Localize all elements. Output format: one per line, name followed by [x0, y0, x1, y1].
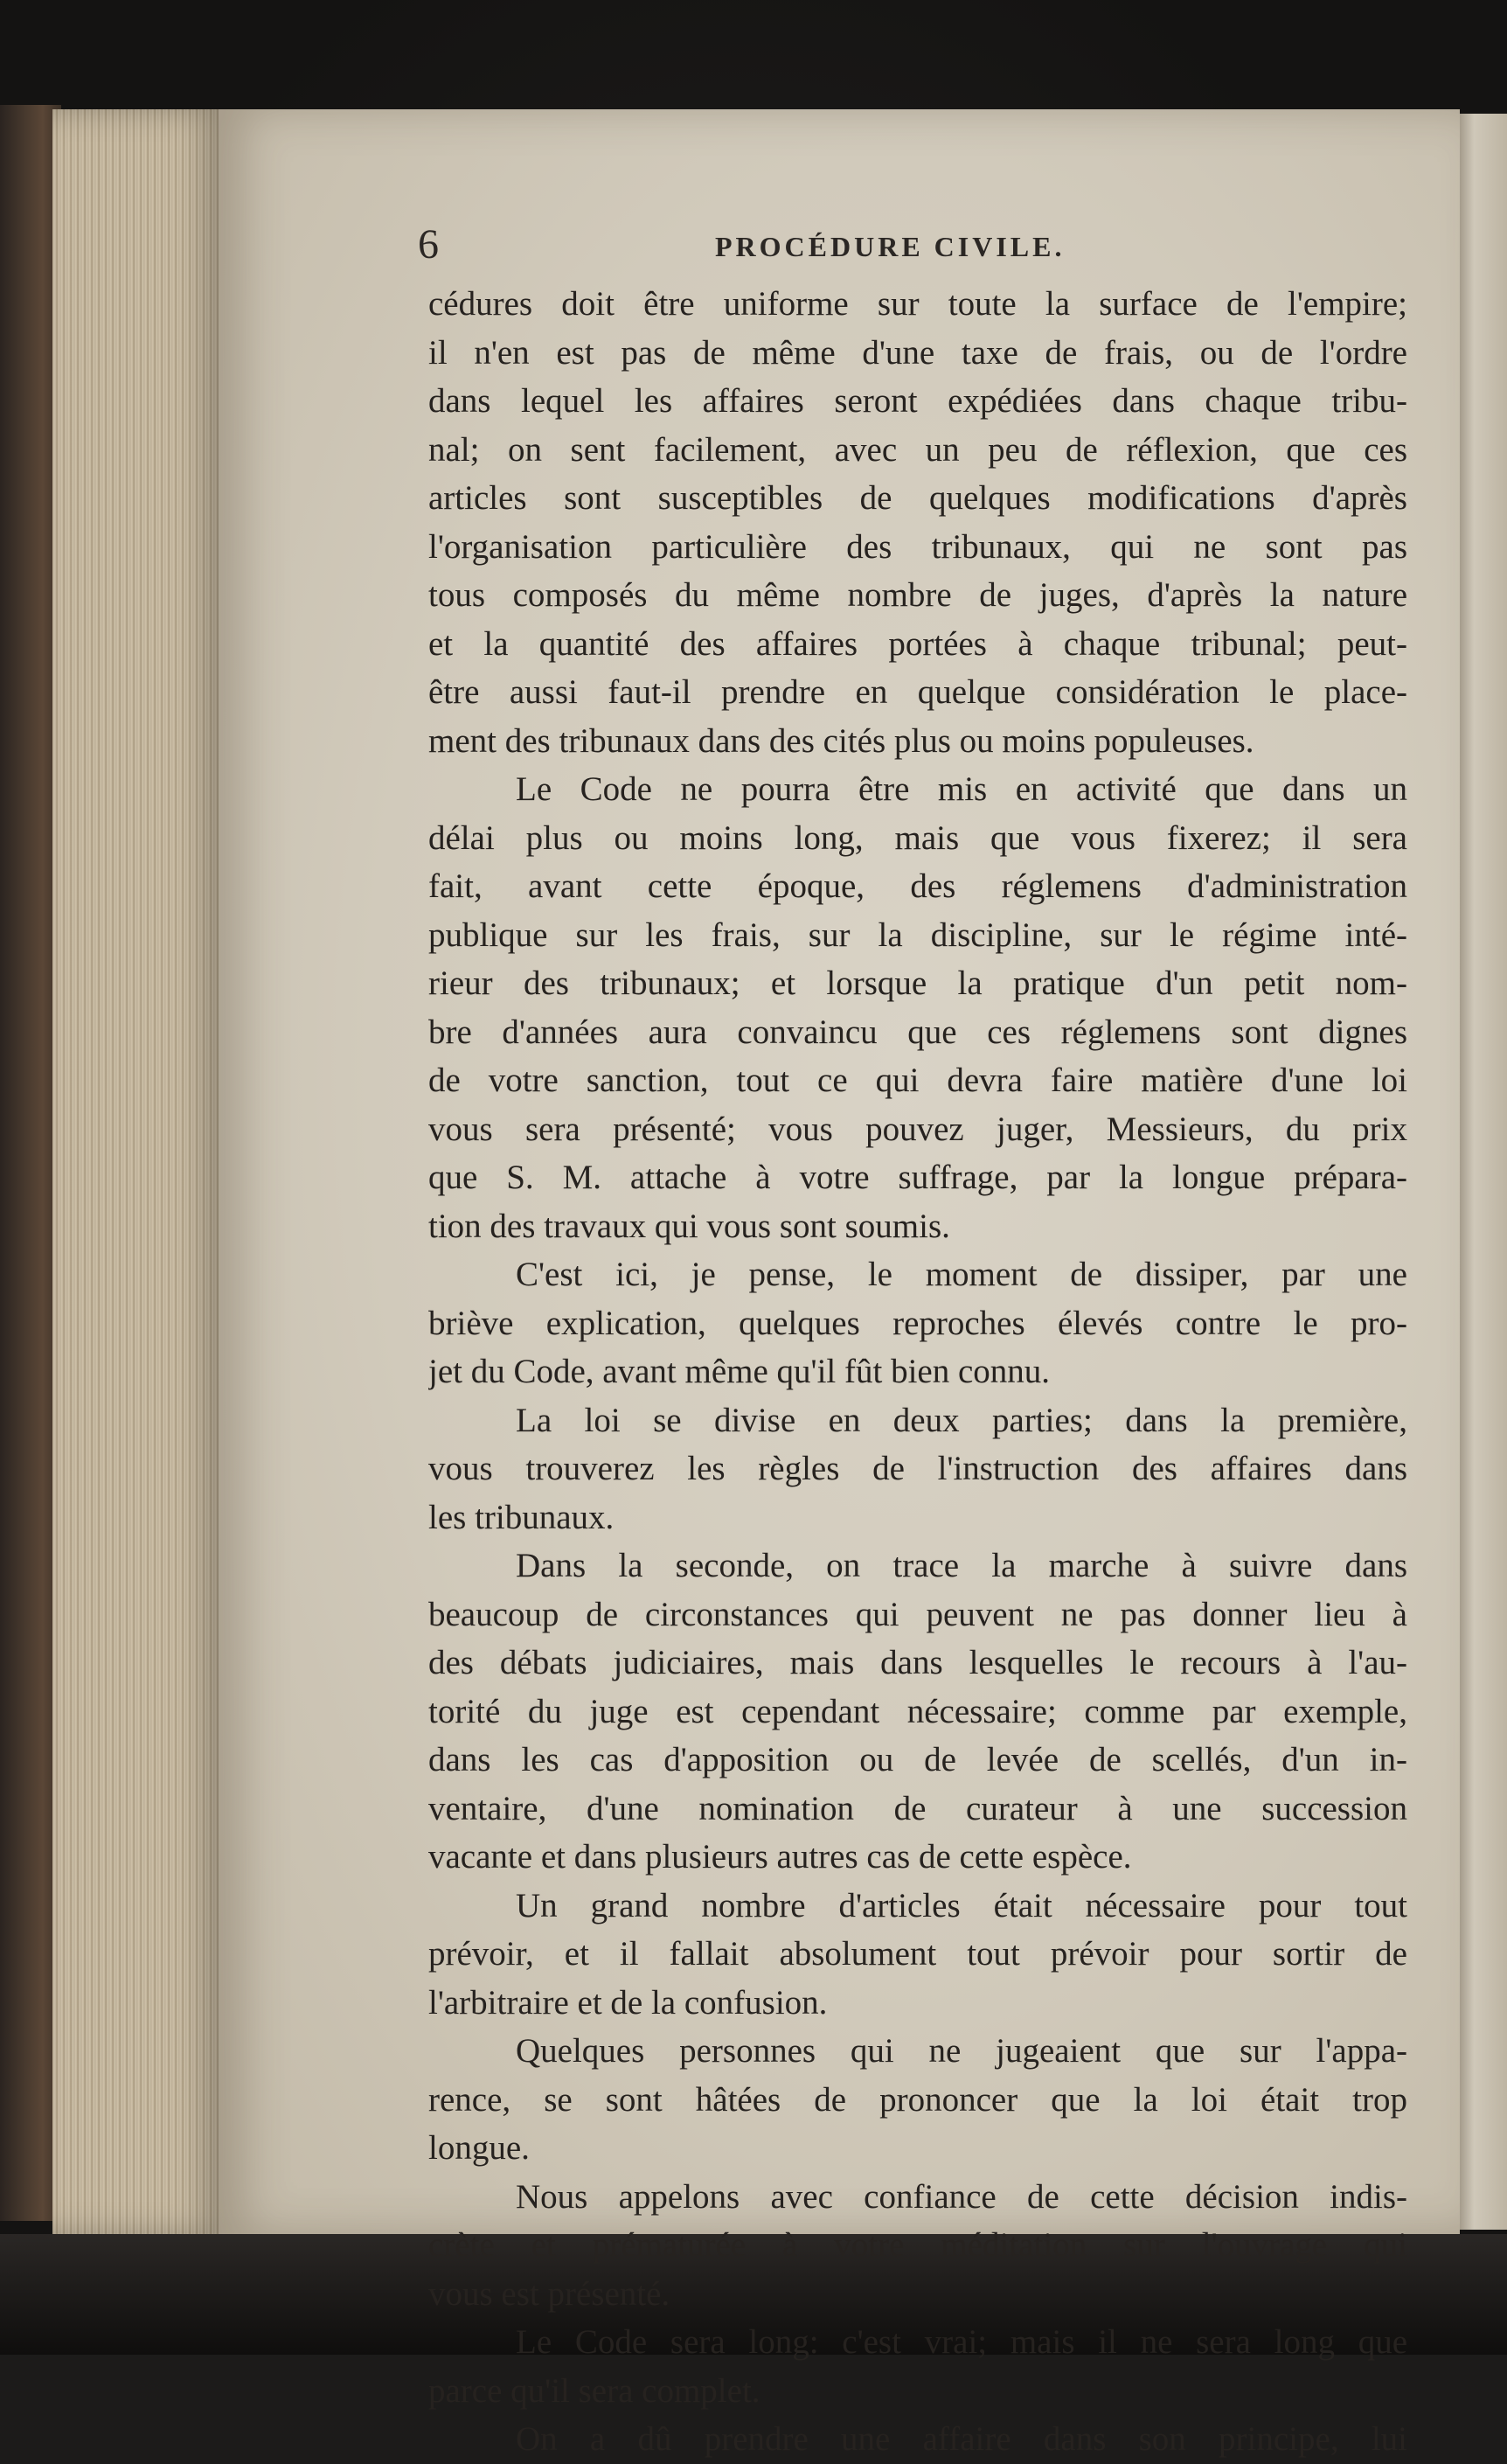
- text-line: dans lequel les affaires seront expédiées dans chaque tribu-: [428, 382, 1407, 420]
- text-line: Le Code sera long: c'est vrai; mais il ne sera long que: [516, 2323, 1407, 2361]
- text-line: C'est ici, je pense, le moment de dissiper, par une: [516, 1256, 1407, 1293]
- text-line: et la quantité des affaires portées à chaque tribunal; peut-: [428, 624, 1407, 663]
- text-line: longue.: [428, 2129, 530, 2167]
- text-line: ment des tribunaux dans des cités plus ou moins populeuses.: [428, 721, 1254, 760]
- text-line: tion des travaux qui vous sont soumis.: [428, 1207, 950, 1245]
- text-line: des débats judiciaires, mais dans lesquelles le recours à l'au-: [428, 1644, 1407, 1681]
- page-edges: [52, 109, 227, 2234]
- text-line: cédures doit être uniforme sur toute la surface de l'empire;: [428, 285, 1407, 323]
- running-head: PROCÉDURE CIVILE.: [715, 231, 1066, 262]
- text-line: bre d'années aura convaincu que ces réglemens sont dignes: [428, 1013, 1407, 1051]
- text-line: Dans la seconde, on trace la marche à suivre dans: [516, 1547, 1407, 1584]
- text-line: tous composés du même nombre de juges, d'après la nature: [428, 576, 1407, 614]
- text-line: Nous appelons avec confiance de cette décision indis-: [516, 2177, 1407, 2216]
- text-line: de votre sanction, tout ce qui devra faire matière d'une loi: [428, 1061, 1407, 1099]
- text-line: l'organisation particulière des tribunaux, qui ne sont pas: [428, 527, 1407, 566]
- text-line: briève explication, quelques reproches élevés contre le pro-: [428, 1304, 1407, 1342]
- text-line: parce qu'il sera complet.: [428, 2371, 760, 2410]
- text-line: On a dû prendre une affaire dans son principe, lui: [516, 2420, 1407, 2458]
- text-line: beaucoup de circonstances qui peuvent ne pas donner lieu à: [428, 1595, 1407, 1633]
- text-line: vous est présenté.: [428, 2274, 670, 2313]
- body-text: [428, 280, 1407, 2464]
- page-header: [418, 220, 1205, 282]
- text-line: délai plus ou moins long, mais que vous fixerez; il sera: [428, 818, 1407, 857]
- text-line: vous trouverez les règles de l'instruction des affaires dans: [428, 1450, 1407, 1487]
- text-line: Quelques personnes qui ne jugeaient que sur l'appa-: [516, 2032, 1407, 2070]
- text-line: Un grand nombre d'articles était nécessaire pour tout: [516, 1886, 1407, 1925]
- text-line: être aussi faut-il prendre en quelque considération le place-: [428, 673, 1407, 711]
- text-line: jet du Code, avant même qu'il fût bien connu.: [428, 1353, 1051, 1390]
- text-line: La loi se divise en deux parties; dans la première,: [516, 1401, 1407, 1439]
- text-line: prévoir, et il fallait absolument tout prévoir pour sortir de: [428, 1935, 1407, 1973]
- text-line: il n'en est pas de même d'une taxe de frais, ou de l'ordre: [428, 333, 1407, 372]
- text-line: fait, avant cette époque, des réglemens d'administration: [428, 867, 1407, 905]
- text-line: que S. M. attache à votre suffrage, par la longue prépara-: [428, 1159, 1407, 1196]
- text-line: nal; on sent facilement, avec un peu de réflexion, que ces: [428, 430, 1407, 469]
- text-line: rence, se sont hâtées de prononcer que la loi était trop: [428, 2080, 1407, 2119]
- text-line: l'arbitraire et de la confusion.: [428, 1983, 828, 2022]
- text-line: articles sont susceptibles de quelques modifications d'après: [428, 479, 1407, 517]
- text-line: Le Code ne pourra être mis en activité que dans un: [516, 770, 1407, 808]
- text-line: ventaire, d'une nomination de curateur à une succession: [428, 1789, 1407, 1827]
- text-line: publique sur les frais, sur la discipline, sur le régime inté-: [428, 915, 1407, 954]
- text-line: rieur des tribunaux; et lorsque la pratique d'un petit nom-: [428, 964, 1407, 1002]
- text-line: dans les cas d'apposition ou de levée de scellés, d'un in-: [428, 1741, 1407, 1778]
- text-line: crète et prématurée à votre méditation sur l'ouvrage qui: [428, 2226, 1407, 2264]
- text-line: vous sera présenté; vous pouvez juger, Messieurs, du prix: [428, 1110, 1407, 1148]
- text-line: les tribunaux.: [428, 1498, 615, 1536]
- facing-page-edge: [1460, 114, 1507, 2230]
- page-number: 6: [418, 221, 439, 268]
- text-line: torité du juge est cependant nécessaire; comme par exemple,: [428, 1692, 1407, 1730]
- text-line: vacante et dans plusieurs autres cas de cette espèce.: [428, 1838, 1132, 1876]
